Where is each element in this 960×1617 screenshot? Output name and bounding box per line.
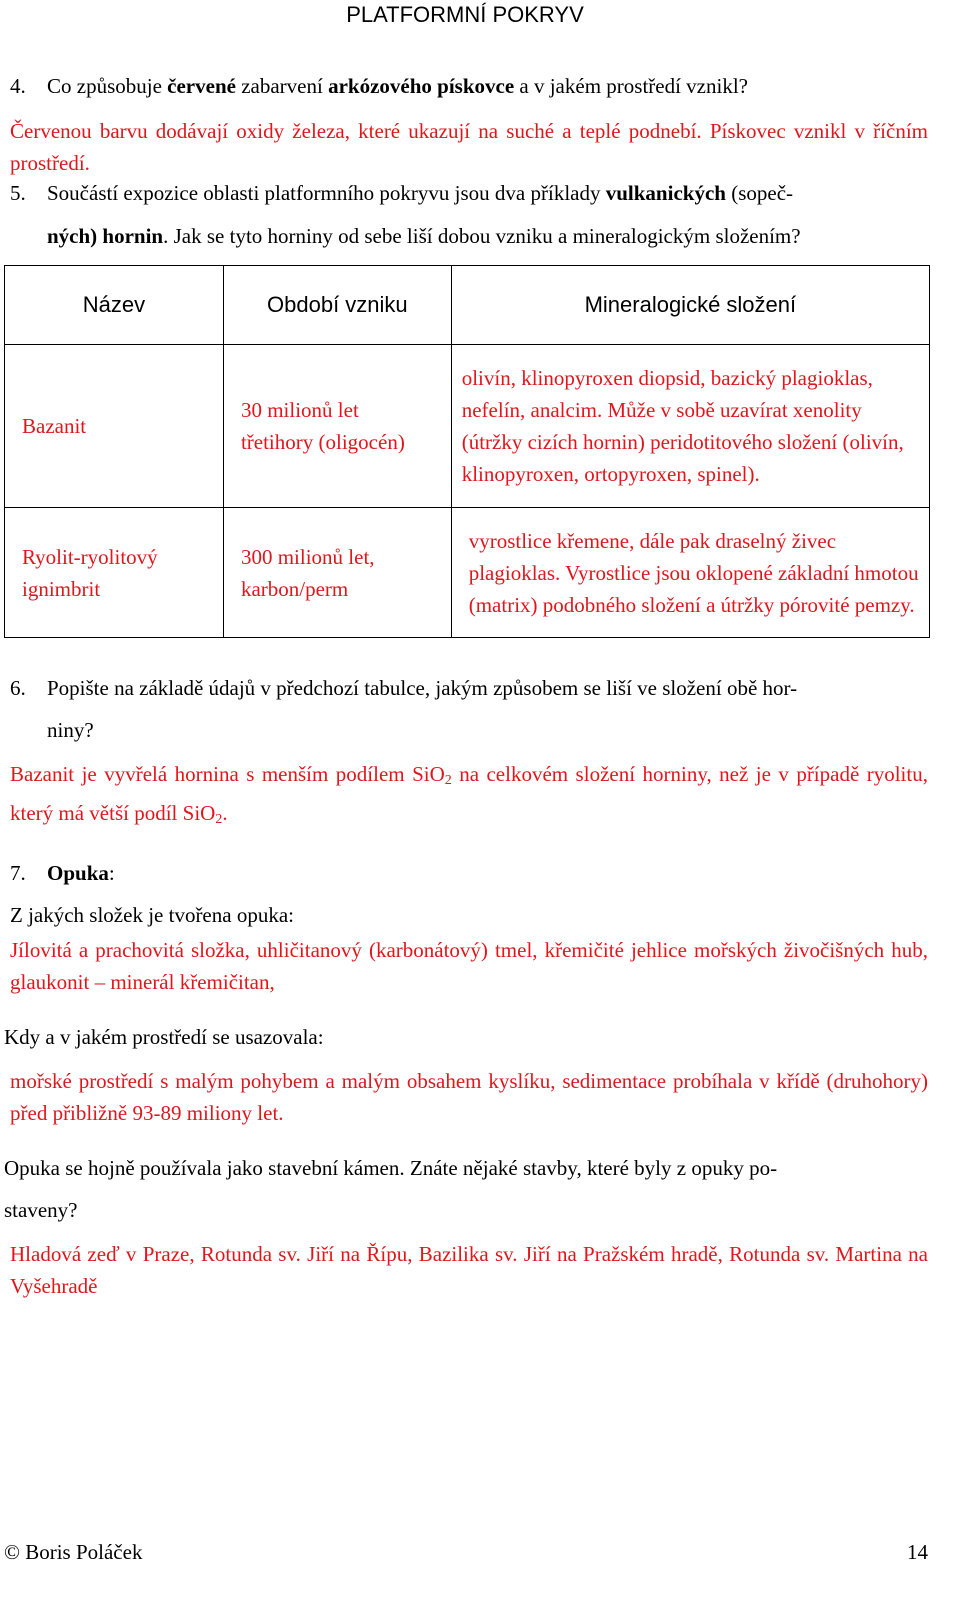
opuka-environment-answer: mořské prostředí s malým pohybem a malým obsahem kyslíku, sedimentace probíhala v křídě (druhohory) před přibližně 93-89 miliony let. [10, 1069, 928, 1125]
question-number: 4. [10, 74, 26, 98]
question-7 [10, 861, 115, 886]
composition-text: vyrostlice křemene, dále pak draselný živec plagioklas. Vyrostlice jsou oklopené základní hmotou (matrix) podobného složení a útržky pórovité pemzy. [468, 528, 919, 617]
question-5-continued [47, 224, 801, 249]
question-number: 7. [10, 861, 26, 885]
column-header-name: Název [5, 266, 224, 345]
table-row [5, 345, 930, 508]
question-6-continued: niny? [47, 718, 94, 742]
period-line: karbon/perm [240, 576, 349, 601]
answer-text: na celkovém složení horniny, než je v případě ryolitu, který má větší podíl SiO [10, 762, 928, 825]
period-cell [223, 508, 451, 638]
opuka-buildings-question: Opuka se hojně používala jako stavební kámen. Znáte nějaké stavby, které byly z opuky po- [4, 1156, 778, 1180]
answer-6 [10, 758, 928, 836]
composition-cell [451, 508, 929, 638]
opuka-buildings-answer: Hladová zeď v Praze, Rotunda sv. Jiří na Řípu, Bazilika sv. Jiří na Pražském hradě, Rotunda sv. Martina na Vyšehradě [10, 1242, 928, 1298]
question-text: zabarvení [235, 74, 329, 98]
subscript: 2 [215, 812, 223, 827]
question-text: Součástí expozice oblasti platformního pokryvu jsou dva příklady [47, 181, 606, 205]
rock-name: Ryolit-ryolitový ignimbrit [22, 544, 158, 601]
question-bold-text: vulkanických [605, 181, 726, 205]
period-cell [223, 345, 451, 508]
question-text: . Jak se tyto horniny od sebe liší dobou vzniku a mineralogickým složením? [163, 224, 801, 248]
question-bold-text: ných) hornin [47, 224, 164, 248]
composition-text: olivín, klinopyroxen diopsid, bazický plagioklas, nefelín, analcim. Může v sobě uzavírat xenolity (útržky cizích hornin) peridotitového složení (olivín, klinopyroxen, ortopyroxen, spinel). [461, 366, 904, 486]
question-4 [10, 74, 748, 99]
question-6 [10, 676, 797, 701]
question-number: 5. [10, 181, 26, 205]
answer-text: . [222, 801, 228, 825]
table-row [5, 508, 930, 638]
question-5 [10, 181, 793, 206]
period-line: třetihory (oligocén) [240, 430, 405, 454]
question-bold-text: arkózového pískovce [328, 74, 515, 98]
composition-cell [451, 345, 929, 508]
page-number: 14 [907, 1540, 928, 1564]
answer-text: Bazanit je vyvřelá hornina s menším podílem SiO [10, 762, 445, 786]
answer-4: Červenou barvu dodávají oxidy železa, které ukazují na suché a teplé podnebí. Pískovec vznikl v říčním prostředí. [10, 119, 928, 175]
rock-name-cell [5, 345, 224, 508]
table-header-row [5, 266, 930, 345]
question-text: Co způsobuje [47, 74, 168, 98]
column-header-composition: Mineralogické složení [451, 266, 929, 345]
rock-name-cell [5, 508, 224, 638]
opuka-composition-answer: Jílovitá a prachovitá složka, uhličitanový (karbonátový) tmel, křemičité jehlice mořských živočišných hub, glaukonit – minerál křemičitan, [10, 938, 928, 994]
rock-name: Bazanit [22, 414, 87, 438]
footer-author: © Boris Poláček [4, 1540, 143, 1564]
period-line: 300 milionů let, [240, 544, 375, 569]
question-text: : [108, 861, 115, 885]
rock-comparison-table [4, 265, 930, 638]
period-line: 30 milionů let [240, 398, 359, 422]
page-header: PLATFORMNÍ POKRYV [346, 2, 584, 27]
question-bold-text: červené [167, 74, 236, 98]
question-number: 6. [10, 676, 26, 700]
question-text: (sopeč- [725, 181, 794, 205]
opuka-buildings-question-continued: staveny? [4, 1198, 78, 1222]
opuka-environment-question: Kdy a v jakém prostředí se usazovala: [4, 1025, 324, 1049]
subscript: 2 [444, 773, 452, 788]
question-text: Popište na základě údajů v předchozí tabulce, jakým způsobem se liší ve složení obě hor- [47, 676, 798, 700]
question-text: a v jakém prostředí vznikl? [514, 74, 748, 98]
question-title: Opuka [47, 861, 109, 885]
column-header-period: Období vzniku [223, 266, 451, 345]
opuka-composition-question: Z jakých složek je tvořena opuka: [10, 903, 294, 927]
